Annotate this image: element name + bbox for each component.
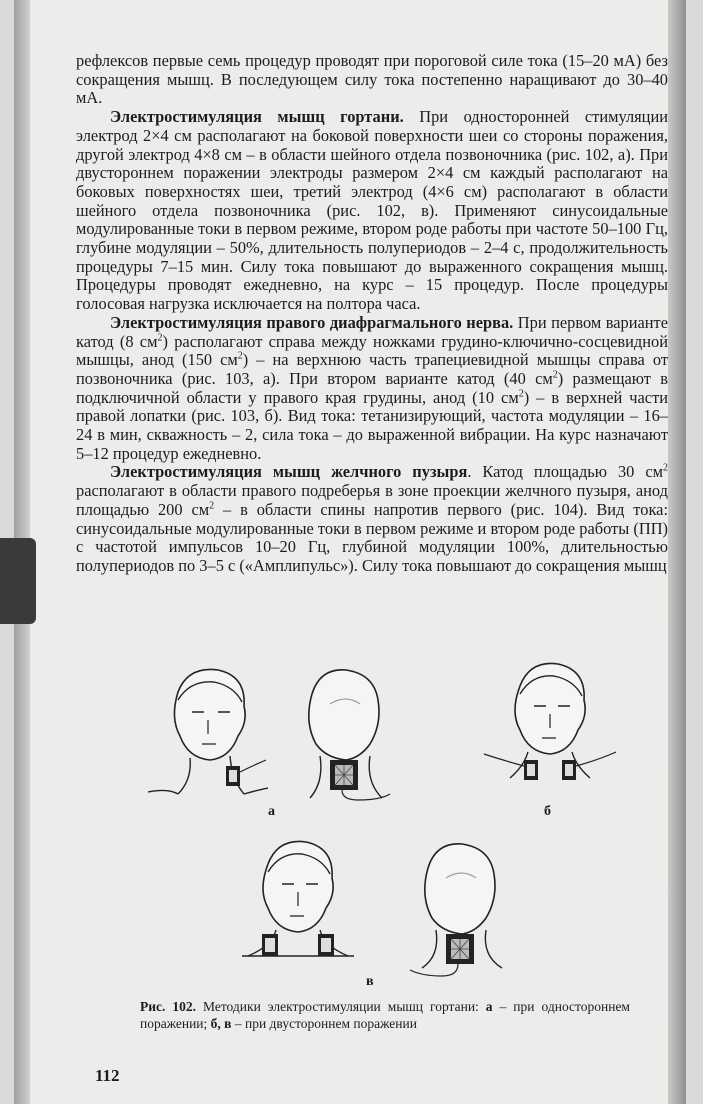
- paragraph-3-heading: Электростимуляция правого диафрагмального нерва.: [110, 312, 514, 332]
- caption-mid: – при одностороннем поражении;: [140, 999, 630, 1031]
- figure-a-front-head: [148, 662, 268, 802]
- paragraph-4: Электростимуляция мышц желчного пузыря. Катод площадью 30 $см^2$ располагают в области правого подреберья в зоне проекции желчного пузыря, анод площадью 200 $см^2$ – в области спины напротив первого (рис. 104). Вид тока: синусоидальные модулированные токи в первом режиме и втором роде работы (ПП) с частотой импульсов 10–20 Гц, глубиной модуляции 100%, длительностью полупериодов по 3–5 с («Амплипульс»). Силу тока повышают до сокращения мышц: [76, 462, 668, 575]
- caption-number: Рис. 102.: [140, 999, 197, 1014]
- body-text: [76, 52, 668, 576]
- figure-label-v: в: [366, 974, 374, 989]
- caption-text: Методики электростимуляции мышц гортани:: [196, 999, 486, 1014]
- paragraph-2-heading: Электростимуляция мышц гортани.: [110, 107, 404, 127]
- paragraph-1: рефлексов первые семь процедур проводят при пороговой силе тока (15–20 мА) без сокращения мышц. В последующем силу тока постепенно наращивают до 30–40 мА.: [76, 51, 668, 108]
- caption-end: – при двустороннем поражении: [231, 1016, 417, 1031]
- caption-a: а: [485, 999, 493, 1014]
- paragraph-3: Электростимуляция правого диафрагмального нерва. При первом варианте катод (8 $см^2$) располагают справа между ножками грудино-ключично-сосцевидной мышцы, анод (150 $см^2$) – на верхнюю часть трапециевидной мышцы справа от позвоночника (рис. 103, а). При втором варианте катод (40 $см^2$) размещают в подключичной области у правого края грудины, анод (10 $см^2$) – в верхней части правой лопатки (рис. 103, б). Вид тока: тетанизирующий, частота модуляции – 16–24 в мин, скважность – 2, сила тока – до выраженной вибрации. На курс назначают 5–12 процедур ежедневно.: [76, 312, 669, 463]
- page-index-tab: [0, 538, 36, 624]
- page-number: 112: [95, 1066, 120, 1085]
- page-edge-shadow: [668, 0, 686, 1104]
- caption-bv: б, в: [210, 1016, 232, 1031]
- figure-v-front-head: [228, 834, 368, 974]
- figure-102: [140, 650, 630, 990]
- figure-label-a: а: [268, 804, 275, 819]
- figure-b-front-head: [480, 656, 620, 796]
- figure-caption: [140, 998, 630, 1032]
- paragraph-4-heading: Электростимуляция мышц желчного пузыря: [110, 462, 468, 482]
- figure-label-b: б: [544, 804, 551, 819]
- figure-v-back-head: [402, 838, 522, 978]
- paragraph-2: Электростимуляция мышц гортани. При односторонней стимуляции электрод 2×4 см располагают на боковой поверхности шеи со стороны поражения, другой электрод 4×8 см – в области шейного отдела позвоночника (рис. 102, а). При двустороннем поражении электроды размером 2×4 см каждый располагают на боковых поверхностях шеи, третий электрод (4×6 см) располагают в области шейного отдела позвоночника (рис. 102, в). Применяют синусоидальные модулированные токи в первом режиме, втором роде работы при частоте 50–100 Гц, глубине модуляции – 50%, длительность полупериодов – 2–4 с, продолжительность процедуры 7–15 мин. Силу тока повышают до выраженного сокращения мышц. Процедуры проводят ежедневно, на курс – 15 процедур. После процедуры голосовая нагрузка исключается на полтора часа.: [76, 107, 668, 314]
- figure-a-back-head: [290, 664, 400, 804]
